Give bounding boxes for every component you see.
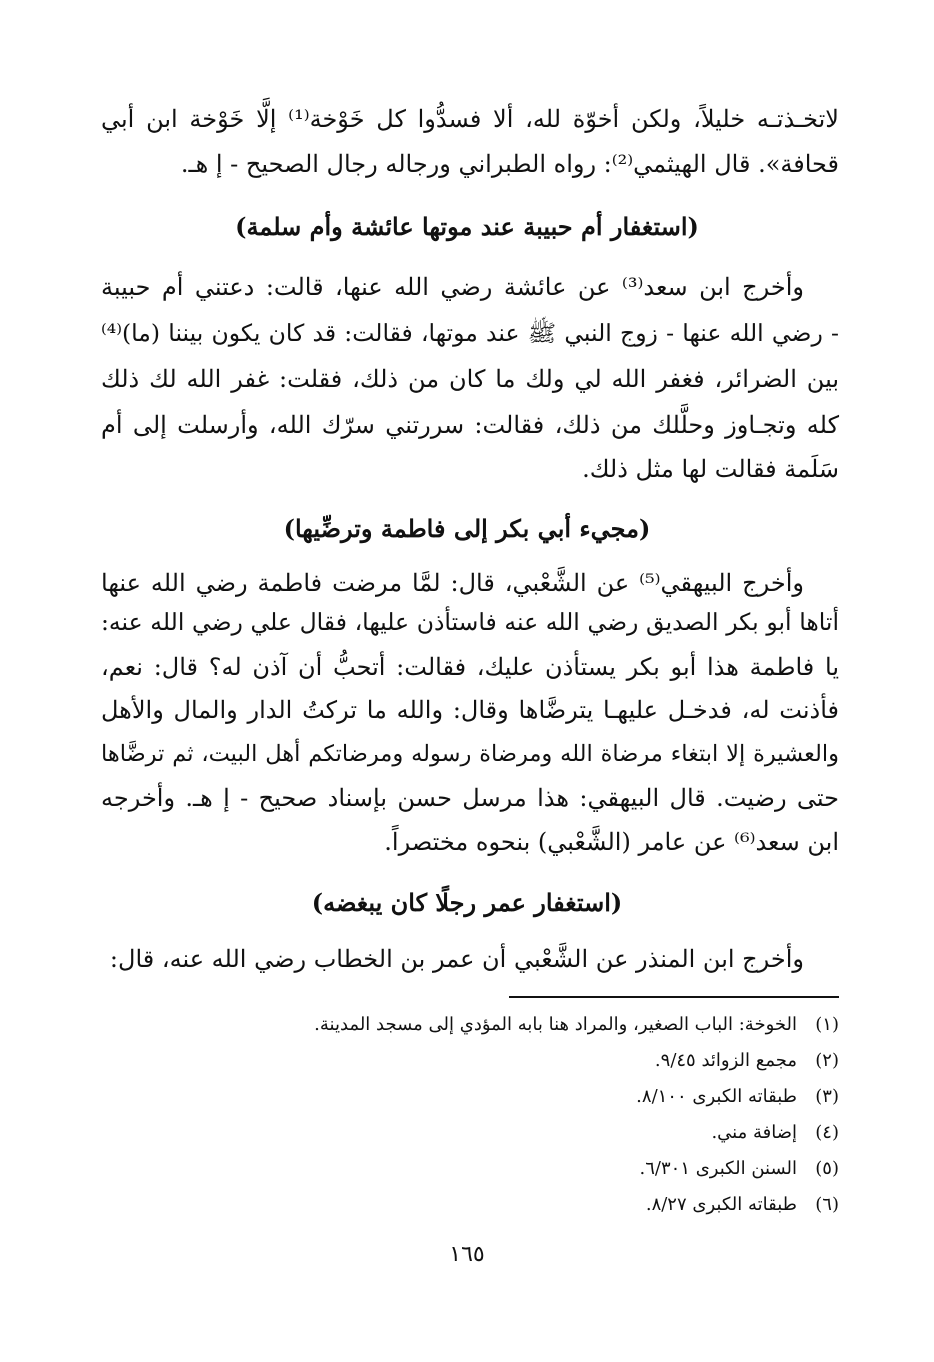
footnote-separator xyxy=(509,996,839,998)
section-heading-2: (مجيء أبي بكر إلى فاطمة وترضِّيها) xyxy=(283,514,651,543)
footnote-number: (٤) xyxy=(815,1122,839,1143)
section-heading-1: (استغفار أم حبيبة عند موتها عائشة وأم سلمة) xyxy=(235,212,699,241)
paragraph-3-line-1: وأخرج البيهقي⁽⁵⁾ عن الشَّعْبي، قال: لمَّا مرضت فاطمة رضي الله عنها xyxy=(101,569,804,597)
paragraph-2-line-2: - رضي الله عنها - زوج النبي ﷺ عند موتها، فقالت: قد كان يكون بيننا (ما)⁽⁴⁾ xyxy=(101,319,839,347)
footnote-2 xyxy=(139,1048,839,1074)
footnote-1 xyxy=(139,1012,839,1038)
footnote-5 xyxy=(139,1156,839,1182)
footnote-number: (٦) xyxy=(815,1194,839,1215)
footnote-text: طبقاته الكبرى ٨/٢٧. xyxy=(645,1194,797,1215)
paragraph-3-line-4: فأذنت له، فدخـل عليهـا يترضَّاها وقال: والله ما تركتُ الدار والمال والأهل xyxy=(101,696,839,724)
paragraph-1-line-2: قحافة». قال الهيثمي⁽²⁾: رواه الطبراني ورجاله رجال الصحيح - إ هـ. xyxy=(180,150,839,178)
paragraph-3-line-2: أتاها أبو بكر الصديق رضي الله عنه فاستأذن عليها، فقال علي رضي الله عنه: xyxy=(101,608,839,636)
footnote-text: مجمع الزوائد ٩/٤٥. xyxy=(654,1050,797,1071)
paragraph-2-line-1: وأخرج ابن سعد⁽³⁾ عن عائشة رضي الله عنها، قالت: دعتني أم حبيبة xyxy=(101,273,804,301)
paragraph-4-line-1: وأخرج ابن المنذر عن الشَّعْبي أن عمر بن الخطاب رضي الله عنه، قال: xyxy=(109,945,804,973)
footnote-6 xyxy=(139,1192,839,1218)
footnote-number: (١) xyxy=(815,1014,839,1035)
paragraph-2-line-5: سَلَمة فقالت لها مثل ذلك. xyxy=(582,455,839,483)
paragraph-3-line-6: حتى رضيت. قال البيهقي: هذا مرسل حسن بإسناد صحيح - إ هـ. وأخرجه xyxy=(101,784,839,812)
footnote-text: طبقاته الكبرى ٨/١٠٠. xyxy=(636,1086,797,1107)
footnote-number: (٣) xyxy=(815,1086,839,1107)
paragraph-3-line-5: والعشيرة إلا ابتغاء مرضاة الله ومرضاة رسوله ومرضاتكم أهل البيت، ثم ترضَّاها xyxy=(101,741,839,767)
footnote-number: (٥) xyxy=(815,1158,839,1179)
paragraph-1-line-1: لاتخـذتـه خليلاً، ولكن أخوّة لله، ألا فسدُّوا كل خَوْخة⁽¹⁾ إلَّا خَوْخة ابن أبي xyxy=(101,105,839,133)
section-heading-3: (استغفار عمر رجلًا كان يبغضه) xyxy=(311,888,623,917)
paragraph-2-line-4: كله وتجـاوز وحلَّلك من ذلك، فقالت: سررتني سرّك الله، وأرسلت إلى أم xyxy=(101,411,839,439)
footnote-4 xyxy=(139,1120,839,1146)
page-number: ١٦٥ xyxy=(449,1242,485,1267)
paragraph-2-line-3: بين الضرائر، فغفر الله لي ولك ما كان من ذلك، فقلت: غفر الله لك ذلك xyxy=(101,365,839,393)
paragraph-3-line-7: ابن سعد⁽⁶⁾ عن عامر (الشَّعْبي) بنحوه مختصراً. xyxy=(384,828,839,856)
footnote-text: السنن الكبرى ٦/٣٠١. xyxy=(639,1158,797,1179)
footnote-text: الخوخة: الباب الصغير، والمراد هنا بابه المؤدي إلى مسجد المدينة. xyxy=(314,1014,797,1035)
footnote-3 xyxy=(139,1084,839,1110)
paragraph-3-line-3: يا فاطمة هذا أبو بكر يستأذن عليك، فقالت: أتحبُّ أن آذن له؟ قال: نعم، xyxy=(101,653,839,681)
footnote-number: (٢) xyxy=(815,1050,839,1071)
footnote-text: إضافة مني. xyxy=(711,1122,797,1143)
